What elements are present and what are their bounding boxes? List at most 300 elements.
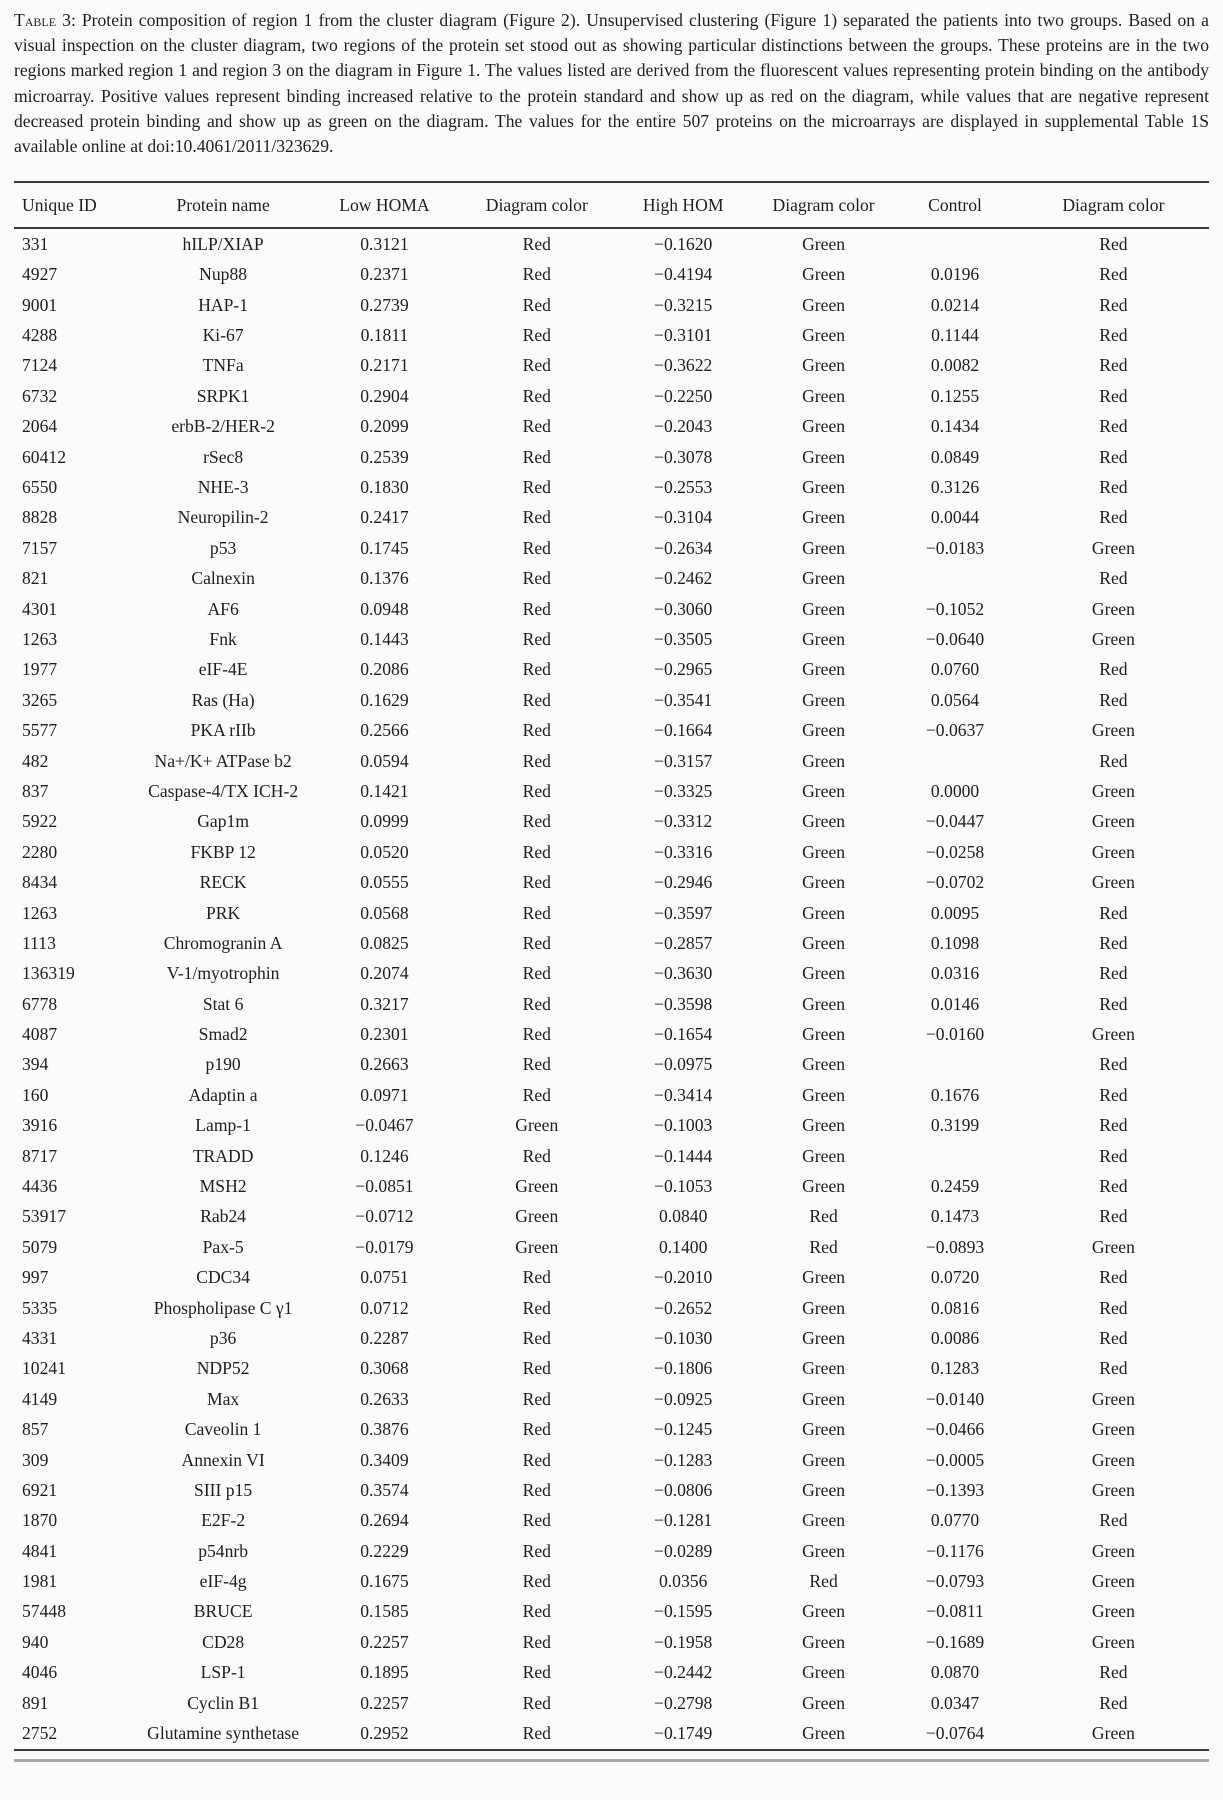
table-cell: −0.3598: [654, 993, 713, 1014]
table-cell: Red: [1099, 1297, 1128, 1318]
table-cell: Red: [522, 963, 551, 984]
table-cell: FKBP 12: [190, 841, 256, 862]
table-row: [14, 715, 1209, 745]
table-cell: HAP-1: [198, 294, 249, 315]
table-cell: −0.1749: [654, 1723, 713, 1744]
table-cell: 4301: [22, 598, 58, 619]
table-cell: Green: [802, 1601, 846, 1622]
table-row: [14, 290, 1209, 320]
table-cell: −0.1053: [654, 1176, 713, 1197]
table-cell: 0.2459: [930, 1176, 980, 1197]
table-row: [14, 503, 1209, 533]
table-cell: Red: [522, 446, 551, 467]
table-cell: Green: [802, 537, 846, 558]
table-row: [14, 1171, 1209, 1201]
table-cell: 0.1098: [930, 932, 980, 953]
table-cell: Green: [802, 1388, 846, 1409]
table-cell: Red: [1099, 902, 1128, 923]
table-cell: 309: [22, 1449, 49, 1470]
table-cell: Glutamine synthetase: [147, 1723, 300, 1744]
table-cell: −0.0640: [925, 628, 985, 649]
table-cell: Red: [1099, 1115, 1128, 1136]
table-cell: Green: [802, 720, 846, 741]
column-header: High HOM: [611, 182, 754, 228]
table-cell: 821: [22, 568, 49, 589]
table-cell: 997: [22, 1267, 49, 1288]
table-cell: Red: [522, 1419, 551, 1440]
table-cell: 0.2694: [360, 1510, 409, 1531]
table-cell: −0.1806: [654, 1358, 713, 1379]
table-cell: Green: [515, 1236, 559, 1257]
table-cell: −0.0893: [925, 1236, 985, 1257]
table-cell: 136319: [22, 963, 75, 984]
table-cell: Red: [1099, 1692, 1128, 1713]
table-cell: 0.0999: [360, 811, 409, 832]
table-cell: Green: [802, 233, 846, 254]
table-cell: E2F-2: [201, 1510, 246, 1531]
table-cell: 0.1629: [360, 689, 409, 710]
table-cell: Gap1m: [197, 811, 250, 832]
table-cell: 0.3217: [360, 993, 409, 1014]
table-row: [14, 594, 1209, 624]
table-cell: 1870: [22, 1510, 58, 1531]
table-cell: Red: [809, 1236, 838, 1257]
table-cell: −0.2250: [654, 385, 713, 406]
table-cell: −0.0289: [654, 1540, 713, 1561]
table-cell: −0.1003: [654, 1115, 713, 1136]
column-header: Diagram color: [1018, 182, 1209, 228]
table-cell: 0.0849: [930, 446, 980, 467]
table-cell: Red: [1099, 416, 1128, 437]
table-cell: NHE-3: [197, 477, 249, 498]
table-cell: −0.3104: [654, 507, 713, 528]
table-cell: Red: [522, 1297, 551, 1318]
table-cell: Green: [515, 1115, 559, 1136]
table-cell: 2280: [22, 841, 58, 862]
table-cell: 6550: [22, 477, 58, 498]
table-cell: Green: [802, 325, 846, 346]
table-cell: Red: [1099, 1206, 1128, 1227]
table-row: [14, 1718, 1209, 1748]
table-cell: Red: [1099, 233, 1128, 254]
table-cell: 0.0770: [930, 1510, 980, 1531]
table-cell: Red: [1099, 325, 1128, 346]
table-row: [14, 1597, 1209, 1627]
table-cell: −0.1664: [654, 720, 713, 741]
table-cell: 0.2287: [360, 1327, 409, 1348]
table-cell: Red: [522, 1054, 551, 1075]
table-row: [14, 1323, 1209, 1353]
table-cell: 0.2566: [360, 720, 409, 741]
table-cell: 0.3121: [360, 233, 409, 254]
table-cell: 9001: [22, 294, 58, 315]
table-cell: Green: [1091, 1388, 1135, 1409]
table-cell: Red: [1099, 1662, 1128, 1683]
table-cell: 0.1283: [930, 1358, 980, 1379]
table-cell: Red: [522, 507, 551, 528]
table-cell: Green: [802, 568, 846, 589]
table-cell: 0.1830: [360, 477, 409, 498]
table-cell: Green: [1091, 1236, 1135, 1257]
table-cell: Red: [1099, 1145, 1128, 1166]
table-cell: Red: [522, 1631, 551, 1652]
table-cell: 0.0948: [360, 598, 409, 619]
table-bottom-rule-light: [14, 1759, 1209, 1762]
table-cell: Green: [802, 628, 846, 649]
table-cell: 1981: [22, 1571, 58, 1592]
table-cell: Red: [522, 1449, 551, 1470]
table-cell: −0.3414: [654, 1084, 713, 1105]
table-row: [14, 1141, 1209, 1171]
table-caption-label: Table 3:: [14, 10, 76, 30]
table-cell: Stat 6: [202, 993, 244, 1014]
table-cell: 1263: [22, 902, 58, 923]
table-cell: −0.3316: [654, 841, 713, 862]
table-cell: Red: [522, 477, 551, 498]
table-cell: 0.0825: [360, 932, 409, 953]
table-row: [14, 1414, 1209, 1444]
table-cell: Red: [522, 993, 551, 1014]
table-cell: 4149: [22, 1388, 58, 1409]
table-cell: 5577: [22, 720, 58, 741]
table-cell: eIF-4E: [198, 659, 248, 680]
table-cell: Green: [802, 1297, 846, 1318]
table-cell: Green: [802, 902, 846, 923]
table-cell: 0.2904: [360, 385, 409, 406]
table-cell: −0.2462: [654, 568, 713, 589]
table-cell: 0.1246: [360, 1145, 409, 1166]
table-row: [14, 928, 1209, 958]
table-cell: −0.1595: [654, 1601, 713, 1622]
table-cell: 0.0760: [930, 659, 980, 680]
table-cell: −0.0764: [925, 1723, 985, 1744]
table-cell: Red: [1099, 507, 1128, 528]
table-cell: eIF-4g: [199, 1571, 247, 1592]
table-cell: 0.1895: [360, 1662, 409, 1683]
table-cell: −0.1176: [926, 1540, 984, 1561]
table-cell: 0.2301: [360, 1024, 409, 1045]
table-cell: MSH2: [199, 1176, 247, 1197]
table-cell: 0.2257: [360, 1631, 409, 1652]
table-cell: 0.0751: [360, 1267, 409, 1288]
table-cell: LSP-1: [200, 1662, 246, 1683]
table-cell: Green: [802, 416, 846, 437]
table-cell: Green: [802, 963, 846, 984]
table-cell: Red: [522, 1388, 551, 1409]
table-cell: Adaptin a: [188, 1084, 258, 1105]
table-cell: −0.2634: [654, 537, 713, 558]
table-cell: 837: [22, 780, 49, 801]
table-cell: −0.2442: [654, 1662, 713, 1683]
table-cell: Red: [522, 537, 551, 558]
table-cell: 0.0146: [930, 993, 980, 1014]
table-cell: −0.3157: [654, 750, 713, 771]
table-row: [14, 442, 1209, 472]
table-cell: −0.4194: [654, 264, 713, 285]
table-cell: −0.1958: [654, 1631, 713, 1652]
table-row: [14, 1384, 1209, 1414]
table-cell: TNFa: [202, 355, 244, 376]
table-cell: Green: [802, 1662, 846, 1683]
table-cell: −0.0806: [654, 1479, 713, 1500]
table-cell: 3265: [22, 689, 58, 710]
table-cell: 0.0316: [930, 963, 980, 984]
table-cell: Green: [802, 659, 846, 680]
table-row: [14, 959, 1209, 989]
table-row: [14, 867, 1209, 897]
table-cell: 0.2539: [360, 446, 409, 467]
table-cell: Red: [1099, 750, 1128, 771]
table-cell: Ras (Ha): [191, 689, 255, 710]
table-cell: BRUCE: [193, 1601, 253, 1622]
table-cell: 6921: [22, 1479, 58, 1500]
table-cell: Red: [522, 355, 551, 376]
table-cell: Green: [802, 1176, 846, 1197]
protein-table-wrapper: [14, 181, 1209, 1762]
table-cell: Green: [802, 1479, 846, 1500]
table-cell: Green: [802, 1145, 846, 1166]
table-cell: −0.0793: [925, 1571, 985, 1592]
table-cell: −0.1444: [654, 1145, 713, 1166]
table-cell: Green: [802, 355, 846, 376]
table-cell: 5922: [22, 811, 58, 832]
table-cell: −0.1393: [925, 1479, 985, 1500]
column-header: Unique ID: [14, 182, 139, 228]
table-cell: erbB-2/HER-2: [171, 416, 275, 437]
table-cell: −0.0811: [926, 1601, 984, 1622]
table-cell: Green: [1091, 841, 1135, 862]
table-cell: 0.1443: [360, 628, 409, 649]
table-cell: 940: [22, 1631, 49, 1652]
table-cell: Red: [522, 385, 551, 406]
table-cell: PRK: [206, 902, 241, 923]
table-cell: Red: [522, 598, 551, 619]
table-cell: −0.3078: [654, 446, 713, 467]
table-cell: 0.0356: [658, 1571, 708, 1592]
table-cell: Green: [1091, 628, 1135, 649]
table-cell: Green: [802, 872, 846, 893]
table-cell: Red: [1099, 993, 1128, 1014]
table-cell: NDP52: [196, 1358, 250, 1379]
table-cell: 4331: [22, 1327, 58, 1348]
table-cell: Green: [1091, 811, 1135, 832]
table-cell: 0.2371: [360, 264, 409, 285]
table-cell: Red: [1099, 1358, 1128, 1379]
table-cell: Green: [802, 1631, 846, 1652]
table-cell: Green: [802, 750, 846, 771]
table-cell: Green: [802, 1692, 846, 1713]
column-header: Protein name: [139, 182, 306, 228]
table-cell: Green: [1091, 720, 1135, 741]
table-cell: Red: [522, 872, 551, 893]
table-cell: Red: [522, 1692, 551, 1713]
table-cell: p54nrb: [198, 1540, 249, 1561]
table-cell: 0.1676: [930, 1084, 980, 1105]
table-cell: TRADD: [192, 1145, 254, 1166]
table-cell: −0.3325: [654, 780, 713, 801]
table-cell: 53917: [22, 1206, 66, 1227]
table-cell: Red: [522, 416, 551, 437]
table-cell: Red: [522, 233, 551, 254]
table-cell: −0.1281: [654, 1510, 713, 1531]
table-row: [14, 1019, 1209, 1049]
table-cell: PKA rIIb: [190, 720, 256, 741]
table-cell: 0.0568: [360, 902, 409, 923]
protein-table: [14, 181, 1209, 1749]
table-row: [14, 1627, 1209, 1657]
table-cell: 0.1811: [360, 325, 409, 346]
table-row: [14, 746, 1209, 776]
table-cell: 0.3199: [930, 1115, 980, 1136]
table-cell: Green: [1091, 1540, 1135, 1561]
table-cell: Green: [1091, 1631, 1135, 1652]
table-cell: 8828: [22, 507, 58, 528]
table-cell: Green: [1091, 1479, 1135, 1500]
table-cell: 0.0840: [658, 1206, 708, 1227]
table-cell: Green: [802, 1419, 846, 1440]
table-cell: Red: [522, 1723, 551, 1744]
table-cell: 0.0720: [930, 1267, 980, 1288]
table-cell: 6778: [22, 993, 58, 1014]
table-cell: Fnk: [209, 628, 237, 649]
table-cell: Green: [802, 1723, 846, 1744]
table-cell: 0.1473: [930, 1206, 980, 1227]
table-cell: 1113: [22, 932, 56, 953]
table-cell: 5079: [22, 1236, 58, 1257]
table-cell: 0.0214: [930, 294, 980, 315]
table-cell: 0.0000: [930, 780, 980, 801]
table-cell: 0.3876: [360, 1419, 409, 1440]
table-body: [14, 228, 1209, 1749]
table-cell: −0.0637: [925, 720, 985, 741]
table-cell: Red: [1099, 1054, 1128, 1075]
table-cell: AF6: [207, 598, 239, 619]
table-cell: −0.0183: [925, 537, 985, 558]
table-cell: Red: [522, 1084, 551, 1105]
table-row: [14, 228, 1209, 259]
table-cell: Red: [522, 750, 551, 771]
table-cell: Ki-67: [202, 325, 244, 346]
column-header: Low HOMA: [307, 182, 462, 228]
table-cell: 0.2074: [360, 963, 409, 984]
table-cell: −0.0467: [355, 1115, 414, 1136]
table-cell: 60412: [22, 446, 66, 467]
table-cell: Caspase-4/TX ICH-2: [148, 780, 299, 801]
table-cell: CD28: [202, 1631, 245, 1652]
table-cell: SRPK1: [196, 385, 250, 406]
table-cell: p53: [209, 537, 237, 558]
table-cell: Green: [802, 1024, 846, 1045]
table-cell: Green: [802, 1510, 846, 1531]
table-cell: −0.0925: [654, 1388, 713, 1409]
table-cell: −0.0140: [925, 1388, 985, 1409]
table-cell: 6732: [22, 385, 58, 406]
table-cell: V-1/myotrophin: [166, 963, 280, 984]
table-cell: Red: [1099, 477, 1128, 498]
table-row: [14, 685, 1209, 715]
table-cell: [892, 1141, 1017, 1171]
table-row: [14, 837, 1209, 867]
table-cell: Red: [522, 325, 551, 346]
table-cell: −0.3597: [654, 902, 713, 923]
table-cell: −0.1654: [654, 1024, 713, 1045]
table-cell: [892, 228, 1017, 259]
table-cell: 0.1144: [931, 325, 979, 346]
table-row: [14, 1475, 1209, 1505]
table-cell: Green: [802, 385, 846, 406]
table-cell: Nup88: [199, 264, 248, 285]
table-cell: 0.2739: [360, 294, 409, 315]
table-cell: 0.1434: [930, 416, 980, 437]
table-row: [14, 1080, 1209, 1110]
table-cell: −0.3505: [654, 628, 713, 649]
table-row: [14, 898, 1209, 928]
table-cell: 0.3068: [360, 1358, 409, 1379]
table-cell: [892, 1050, 1017, 1080]
table-cell: Red: [522, 294, 551, 315]
table-cell: 0.0082: [930, 355, 980, 376]
table-cell: Green: [802, 264, 846, 285]
table-cell: 5335: [22, 1297, 58, 1318]
table-cell: Red: [1099, 446, 1128, 467]
table-cell: −0.0258: [925, 841, 985, 862]
table-cell: Red: [1099, 355, 1128, 376]
table-cell: Red: [809, 1206, 838, 1227]
table-cell: 0.0520: [360, 841, 409, 862]
table-cell: 3916: [22, 1115, 58, 1136]
table-cell: Red: [522, 689, 551, 710]
table-cell: Green: [802, 689, 846, 710]
table-caption: [14, 8, 1209, 159]
table-cell: 0.2171: [360, 355, 409, 376]
column-header: Diagram color: [755, 182, 892, 228]
table-cell: Green: [802, 1358, 846, 1379]
table-cell: −0.1052: [925, 598, 985, 619]
table-cell: 0.2952: [360, 1723, 409, 1744]
table-cell: Red: [522, 628, 551, 649]
table-row: [14, 533, 1209, 563]
table-cell: 4927: [22, 264, 58, 285]
table-cell: Red: [809, 1571, 838, 1592]
table-cell: 0.0044: [930, 507, 980, 528]
table-cell: Green: [802, 1115, 846, 1136]
table-cell: 0.1421: [360, 780, 409, 801]
table-cell: p36: [209, 1327, 237, 1348]
table-cell: Red: [522, 1571, 551, 1592]
table-cell: 0.2229: [360, 1540, 409, 1561]
table-cell: 891: [22, 1692, 49, 1713]
table-cell: Red: [1099, 659, 1128, 680]
table-cell: 8717: [22, 1145, 58, 1166]
table-cell: 0.0712: [360, 1297, 409, 1318]
table-cell: 57448: [22, 1601, 66, 1622]
table-cell: −0.1620: [654, 233, 713, 254]
table-cell: Red: [522, 1510, 551, 1531]
table-row: [14, 1445, 1209, 1475]
table-row: [14, 472, 1209, 502]
table-row: [14, 1293, 1209, 1323]
column-header: Diagram color: [462, 182, 611, 228]
table-cell: Green: [802, 1540, 846, 1561]
table-cell: SIII p15: [194, 1479, 253, 1500]
table-cell: Green: [802, 477, 846, 498]
table-cell: −0.2798: [654, 1692, 713, 1713]
table-row: [14, 381, 1209, 411]
table-cell: 4046: [22, 1662, 58, 1683]
table-cell: 394: [22, 1054, 49, 1075]
table-bottom-rule-gap: [14, 1751, 1209, 1759]
table-cell: −0.2652: [654, 1297, 713, 1318]
